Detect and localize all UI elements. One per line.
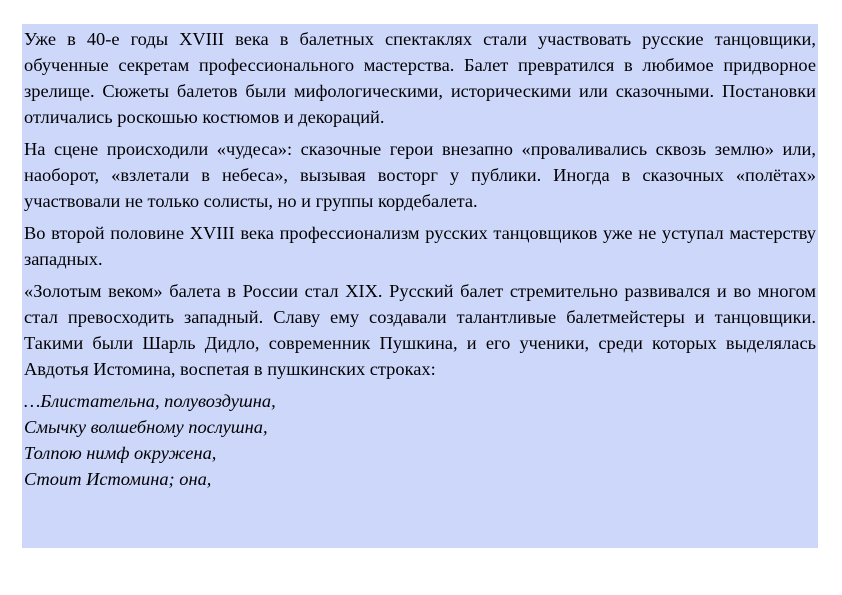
text-block — [22, 24, 818, 548]
paragraph-3: Во второй половине XVIII века профессионализм русских танцовщиков уже не уступал мастерству западных. — [24, 223, 816, 269]
verse-line-2: Смычку волшебному послушна, — [24, 417, 268, 437]
paragraph-1: Уже в 40-е годы XVIII века в балетных спектаклях стали участвовать русские танцовщики, обученные секретам профессионального мастерства. Балет превратился в любимое придворное зрелище. Сюжеты балетов были мифологическими, историческими или сказочными. Постановки отличались роскошью костюмов и декораций. — [24, 29, 816, 127]
poem-excerpt — [24, 388, 816, 492]
paragraph-2: На сцене происходили «чудеса»: сказочные герои внезапно «проваливались сквозь землю» или, наоборот, «взлетали в небеса», вызывая восторг у публики. Иногда в сказочных «полётах» участвовали не только солисты, но и группы кордебалета. — [24, 139, 816, 211]
verse-line-1: …Блистательна, полувоздушна, — [24, 391, 276, 411]
verse-line-3: Толпою нимф окружена, — [24, 443, 217, 463]
paragraph-4: «Золотым веком» балета в России стал XIX. Русский балет стремительно развивался и во многом стал превосходить западный. Славу ему создавали талантливые балетмейстеры и танцовщики. Такими были Шарль Дидло, современник Пушкина, и его ученики, среди которых выделялась Авдотья Истомина, воспетая в пушкинских строках: — [24, 281, 816, 379]
verse-line-4: Стоит Истомина; она, — [24, 469, 212, 489]
